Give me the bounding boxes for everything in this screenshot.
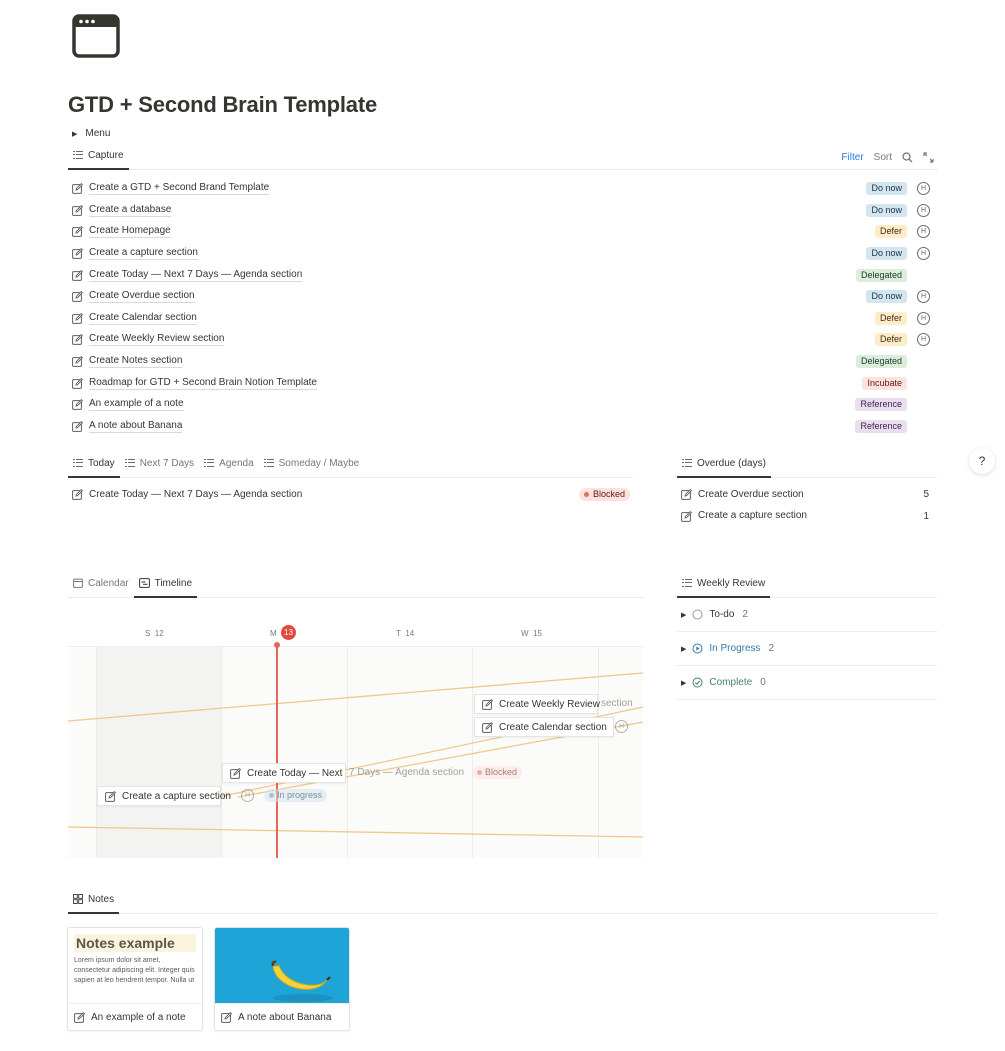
timeline-body xyxy=(68,646,643,858)
list-icon xyxy=(73,151,83,159)
status-tag: Reference xyxy=(855,398,907,411)
help-button[interactable]: ? xyxy=(969,448,995,474)
status-tag: Do now xyxy=(866,204,907,217)
group-todo[interactable] xyxy=(677,598,937,632)
tab-calendar[interactable] xyxy=(68,575,134,597)
group-complete[interactable] xyxy=(677,666,937,700)
row-meta xyxy=(875,333,930,346)
expand-icon[interactable] xyxy=(923,152,934,163)
tab-label: Agenda xyxy=(219,457,254,469)
menu-toggle-label: Menu xyxy=(85,128,111,139)
table-row[interactable] xyxy=(68,178,938,200)
status-tag: Incubate xyxy=(862,377,907,390)
list-item[interactable] xyxy=(677,506,937,528)
status-label: In progress xyxy=(277,790,323,800)
tab-label: Someday / Maybe xyxy=(278,457,360,469)
edit-icon xyxy=(72,270,83,281)
banana-icon xyxy=(215,928,350,1004)
list-icon xyxy=(125,459,135,467)
banana-image xyxy=(215,928,349,1004)
status-dot xyxy=(584,492,589,497)
group-in-progress[interactable] xyxy=(677,632,937,666)
day-of-week: S xyxy=(145,629,151,638)
row-title: Create Notes section xyxy=(89,355,183,367)
weekly-review-database xyxy=(677,576,937,700)
card-title: A note about Banana xyxy=(238,1012,332,1023)
timeline-card-weekly[interactable] xyxy=(474,694,598,714)
edit-icon xyxy=(72,313,83,324)
list-icon xyxy=(264,459,274,467)
card-footer xyxy=(215,1004,349,1031)
status-label: Blocked xyxy=(592,489,625,500)
group-label: To-do xyxy=(709,609,735,620)
status-badge xyxy=(264,789,327,802)
weekly-view-tabs xyxy=(677,576,937,598)
edit-icon xyxy=(681,511,692,522)
list-icon xyxy=(73,459,83,467)
timeline-view xyxy=(68,622,643,858)
overdue-view-tabs xyxy=(677,456,937,478)
table-row[interactable] xyxy=(68,221,938,243)
edit-icon xyxy=(482,699,493,710)
table-row[interactable] xyxy=(68,200,938,222)
status-tag: Defer xyxy=(875,312,907,325)
triangle-right-icon: ▶ xyxy=(681,645,687,653)
page-title: GTD + Second Brain Template xyxy=(68,92,377,117)
filter-button[interactable]: Filter xyxy=(841,152,864,163)
day-label-mon: M xyxy=(270,629,277,638)
row-title: Create Calendar section xyxy=(89,311,197,323)
status-tag: Do now xyxy=(866,290,907,303)
status-tag: Reference xyxy=(855,420,907,433)
card-title: Create Weekly Review xyxy=(499,698,600,710)
group-count: 2 xyxy=(768,643,775,654)
row-title: An example of a note xyxy=(89,398,184,410)
edit-icon xyxy=(230,768,241,779)
status-tag: Do now xyxy=(866,182,907,195)
row-title: Create a database xyxy=(89,203,172,215)
calendar-icon xyxy=(73,578,83,588)
card-preview xyxy=(68,928,202,1004)
row-meta xyxy=(866,290,930,303)
avatar: H xyxy=(917,333,930,346)
edit-icon xyxy=(681,489,692,500)
tab-timeline-label: Timeline xyxy=(154,577,193,589)
tab-today[interactable] xyxy=(68,456,120,478)
status-dot xyxy=(269,793,274,798)
check-circle-icon xyxy=(692,677,703,688)
row-meta xyxy=(866,182,930,195)
row-title: Create a capture section xyxy=(89,247,198,259)
status-tag: Defer xyxy=(875,333,907,346)
day-label-tue xyxy=(396,629,414,638)
overdue-count: 5 xyxy=(923,489,929,501)
group-count: 0 xyxy=(760,677,766,688)
tab-capture[interactable] xyxy=(68,148,129,170)
edit-icon xyxy=(72,226,83,237)
tab-someday-maybe[interactable] xyxy=(259,455,365,477)
edit-icon xyxy=(72,205,83,216)
timeline-header xyxy=(68,622,643,646)
avatar: H xyxy=(917,182,930,195)
menu-toggle[interactable] xyxy=(72,128,110,139)
overdue-database xyxy=(677,456,937,527)
row-meta xyxy=(866,204,930,217)
tab-capture-label: Capture xyxy=(88,149,124,161)
edit-icon xyxy=(72,334,83,345)
status-tag: Do now xyxy=(866,247,907,260)
table-row[interactable] xyxy=(68,264,938,286)
group-count: 2 xyxy=(742,609,748,620)
list-icon xyxy=(682,579,692,587)
edit-icon xyxy=(72,421,83,432)
row-title: Create Weekly Review section xyxy=(89,333,225,345)
row-meta xyxy=(856,355,930,368)
group-label: Complete xyxy=(709,677,753,688)
day-label-wed xyxy=(521,629,542,638)
card-title: An example of a note xyxy=(91,1012,186,1023)
edit-icon xyxy=(221,1012,232,1023)
notes-view-tabs xyxy=(68,892,938,914)
timeline-icon xyxy=(139,578,150,588)
row-title: Create Overdue section xyxy=(698,488,804,500)
timeline-card-today[interactable] xyxy=(222,763,346,783)
status-tag: Delegated xyxy=(856,355,907,368)
table-row[interactable] xyxy=(68,308,938,330)
row-meta xyxy=(866,247,930,260)
day-number: 12 xyxy=(154,629,164,638)
weekly-groups xyxy=(677,598,937,700)
row-meta xyxy=(855,420,930,433)
status-dot xyxy=(477,770,482,775)
edit-icon xyxy=(105,791,116,802)
avatar: H xyxy=(917,204,930,217)
avatar: H xyxy=(241,789,254,802)
card-title-overflow: 7 Days — Agenda section xyxy=(349,767,465,778)
browser-window-icon xyxy=(72,14,120,58)
row-title: Create a capture section xyxy=(698,510,807,522)
capture-actions xyxy=(841,152,934,163)
tab-next-7-days[interactable] xyxy=(120,455,199,477)
timeline-card-calendar[interactable] xyxy=(474,717,614,737)
card-title: Create Today — Next xyxy=(247,767,343,779)
tab-notes-label: Notes xyxy=(88,893,115,905)
row-title: Create Today — Next 7 Days — Agenda section xyxy=(89,268,303,280)
card-title: Create Calendar section xyxy=(499,721,607,733)
timeline-card-capture[interactable] xyxy=(97,786,231,806)
today-marker-line xyxy=(276,644,278,858)
calendar-database xyxy=(68,576,643,598)
row-meta xyxy=(856,269,930,282)
circle-icon xyxy=(692,609,703,620)
row-meta xyxy=(855,398,930,411)
table-row[interactable] xyxy=(68,329,938,351)
avatar: H xyxy=(917,290,930,303)
row-title: Create Today — Next 7 Days — Agenda section xyxy=(89,488,303,500)
card-title: Create a capture section xyxy=(122,790,231,802)
gallery-card-note-example[interactable] xyxy=(67,927,203,1031)
edit-icon xyxy=(72,356,83,367)
row-meta xyxy=(875,225,930,238)
list-icon xyxy=(204,459,214,467)
row-title: Create Overdue section xyxy=(89,290,195,302)
status-badge xyxy=(472,766,522,779)
tab-weekly-review[interactable] xyxy=(677,576,770,598)
row-title: Create a GTD + Second Brand Template xyxy=(89,182,270,194)
list-item[interactable] xyxy=(68,484,633,506)
table-row[interactable] xyxy=(68,372,938,394)
capture-rows xyxy=(68,178,938,437)
edit-icon xyxy=(72,489,83,500)
tab-calendar-label: Calendar xyxy=(88,577,129,589)
avatar: H xyxy=(917,312,930,325)
preview-heading: Notes example xyxy=(74,934,196,952)
overdue-count: 1 xyxy=(923,510,929,522)
notes-database xyxy=(68,892,938,914)
row-title: Roadmap for GTD + Second Brain Notion Template xyxy=(89,376,317,388)
tab-weekly-review-label: Weekly Review xyxy=(697,577,766,589)
tab-label: Today xyxy=(88,457,115,469)
calendar-view-tabs xyxy=(68,576,643,598)
status-label: Blocked xyxy=(485,767,518,777)
tab-timeline[interactable] xyxy=(134,576,197,598)
status-tag: Defer xyxy=(875,225,907,238)
edit-icon xyxy=(72,183,83,194)
day-number: 14 xyxy=(405,629,415,638)
row-meta xyxy=(875,312,930,325)
capture-view-tabs xyxy=(68,148,938,170)
day-number: 15 xyxy=(533,629,542,638)
group-label: In Progress xyxy=(709,643,761,654)
triangle-right-icon: ▶ xyxy=(681,611,687,619)
dependency-lines xyxy=(68,647,643,858)
today-database xyxy=(68,456,633,506)
sort-button[interactable]: Sort xyxy=(873,152,892,163)
table-row[interactable] xyxy=(68,286,938,308)
row-title: Create Homepage xyxy=(89,225,171,237)
tab-label: Next 7 Days xyxy=(139,457,195,469)
row-meta xyxy=(862,377,930,390)
edit-icon xyxy=(72,291,83,302)
table-row[interactable] xyxy=(68,394,938,416)
list-item[interactable] xyxy=(677,484,937,506)
edit-icon xyxy=(72,248,83,259)
edit-icon xyxy=(72,378,83,389)
tab-overdue[interactable] xyxy=(677,456,771,478)
table-row[interactable] xyxy=(68,351,938,373)
edit-icon xyxy=(482,722,493,733)
table-row[interactable] xyxy=(68,243,938,265)
day-of-week: W xyxy=(521,629,529,638)
status-tag: Delegated xyxy=(856,269,907,282)
triangle-right-icon: ▶ xyxy=(681,679,687,687)
today-badge: 13 xyxy=(281,625,296,640)
day-label-sun xyxy=(145,629,164,638)
search-icon[interactable] xyxy=(902,152,913,163)
card-footer xyxy=(68,1004,202,1031)
capture-database xyxy=(68,148,938,437)
avatar: H xyxy=(917,225,930,238)
day-of-week: T xyxy=(396,629,401,638)
tab-notes[interactable] xyxy=(68,892,119,914)
list-icon xyxy=(682,459,692,467)
edit-icon xyxy=(74,1012,85,1023)
overdue-rows xyxy=(677,484,937,527)
tab-agenda[interactable] xyxy=(199,455,258,477)
card-title-overflow: section xyxy=(601,698,633,709)
avatar: H xyxy=(917,247,930,260)
edit-icon xyxy=(72,399,83,410)
row-title: A note about Banana xyxy=(89,419,183,431)
status-badge xyxy=(579,488,630,501)
gallery-icon xyxy=(73,894,83,904)
tab-overdue-label: Overdue (days) xyxy=(697,457,766,469)
today-view-tabs xyxy=(68,456,633,478)
play-circle-icon xyxy=(692,643,703,654)
gallery-card-banana[interactable] xyxy=(214,927,350,1031)
triangle-right-icon: ▶ xyxy=(72,130,78,138)
avatar: H xyxy=(615,720,628,733)
table-row[interactable] xyxy=(68,416,938,438)
preview-text: Lorem ipsum dolor sit amet, consectetur adipiscing elit. Integer quis sapien at leo hendrerit tempor. Nulla ut xyxy=(74,957,195,984)
